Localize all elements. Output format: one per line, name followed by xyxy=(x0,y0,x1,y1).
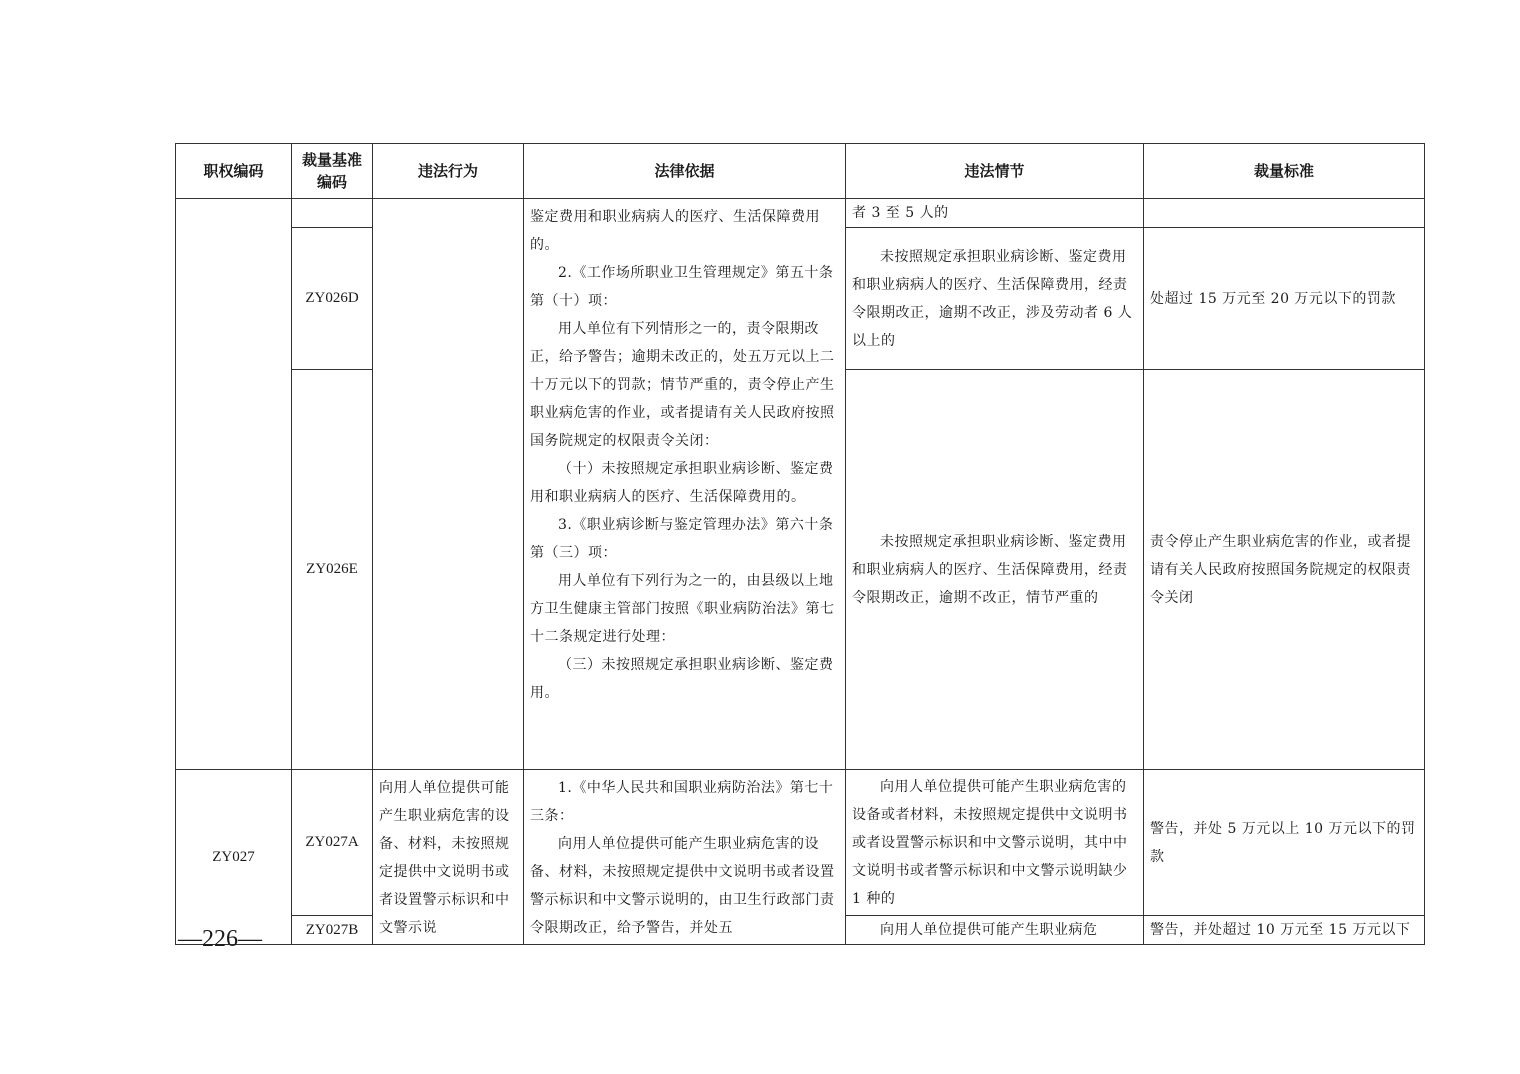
cont-code-cell xyxy=(292,199,373,228)
zy026e-code: ZY026E xyxy=(292,370,373,770)
legal-basis-line: 向用人单位提供可能产生职业病危害的设备、材料，未按照规定提供中文说明书或者设置警示标识和中文警示说明的，由卫生行政部门责令限期改正，给予警告，并处五 xyxy=(530,836,835,936)
table-header-row xyxy=(176,144,1425,199)
zy027b-circumstance xyxy=(846,916,1144,945)
legal-basis-line: 用人单位有下列行为之一的，由县级以上地方卫生健康主管部门按照《职业病防治法》第七十二条规定进行处理： xyxy=(530,573,835,645)
header-discretion-code-line2: 编码 xyxy=(316,173,347,191)
zy026-violation-cell xyxy=(373,199,524,770)
header-legal-basis: 法律依据 xyxy=(524,144,846,199)
page-number: —226— xyxy=(178,926,262,952)
header-violation: 违法行为 xyxy=(373,144,524,199)
cont-standard xyxy=(1144,199,1425,228)
header-circumstances: 违法情节 xyxy=(846,144,1144,199)
zy027-authority-code: ZY027 xyxy=(176,770,292,945)
header-discretion-code xyxy=(292,144,373,199)
zy026-legal-basis xyxy=(524,199,846,770)
table-row xyxy=(176,770,1425,916)
zy026e-circumstance-text: 未按照规定承担职业病诊断、鉴定费用和职业病病人的医疗、生活保障费用，经责令限期改正，逾期不改正，情节严重的 xyxy=(852,533,1128,606)
discretion-table xyxy=(175,143,1425,945)
zy026d-circumstance xyxy=(846,228,1144,370)
header-discretion-code-line1: 裁量基准 xyxy=(301,151,362,169)
zy027b-circumstance-text: 向用人单位提供可能产生职业病危 xyxy=(880,922,1098,938)
cont-circumstance: 者 3 至 5 人的 xyxy=(846,199,1144,228)
header-authority-code: 职权编码 xyxy=(176,144,292,199)
zy026d-code: ZY026D xyxy=(292,228,373,370)
legal-basis-line: 2.《工作场所职业卫生管理规定》第五十条第（十）项： xyxy=(530,265,834,309)
zy027b-code: ZY027B xyxy=(292,916,373,945)
zy026d-circumstance-text: 未按照规定承担职业病诊断、鉴定费用和职业病病人的医疗、生活保障费用，经责令限期改正，逾期不改正，涉及劳动者 6 人以上的 xyxy=(852,248,1133,349)
zy027a-code: ZY027A xyxy=(292,770,373,916)
zy026-authority-cell xyxy=(176,199,292,770)
zy026e-circumstance xyxy=(846,370,1144,770)
zy026e-standard: 责令停止产生职业病危害的作业，或者提请有关人民政府按照国务院规定的权限责令关闭 xyxy=(1144,370,1425,770)
zy027a-circumstance xyxy=(846,770,1144,916)
zy027a-circumstance-text: 向用人单位提供可能产生职业病危害的设备或者材料，未按照规定提供中文说明书或者设置警示标识和中文警示说明，其中中文说明书或者警示标识和中文警示说明缺少 1 种的 xyxy=(852,778,1128,907)
zy026d-standard: 处超过 15 万元至 20 万元以下的罚款 xyxy=(1144,228,1425,370)
legal-basis-line: 鉴定费用和职业病病人的医疗、生活保障费用的。 xyxy=(530,209,820,253)
table-row xyxy=(176,199,1425,228)
legal-basis-line: 1.《中华人民共和国职业病防治法》第七十三条： xyxy=(530,780,834,824)
legal-basis-line: 3.《职业病诊断与鉴定管理办法》第六十条第（三）项： xyxy=(530,517,834,561)
header-standard: 裁量标准 xyxy=(1144,144,1425,199)
legal-basis-line: （十）未按照规定承担职业病诊断、鉴定费用和职业病病人的医疗、生活保障费用的。 xyxy=(530,461,834,505)
zy027a-standard: 警告，并处 5 万元以上 10 万元以下的罚款 xyxy=(1144,770,1425,916)
zy027b-standard: 警告，并处超过 10 万元至 15 万元以下 xyxy=(1144,916,1425,945)
zy027-legal-basis xyxy=(524,770,846,945)
legal-basis-line: （三）未按照规定承担职业病诊断、鉴定费用。 xyxy=(530,657,834,701)
zy027-violation: 向用人单位提供可能产生职业病危害的设备、材料，未按照规定提供中文说明书或者设置警示标识和中文警示说 xyxy=(373,770,524,945)
legal-basis-line: 用人单位有下列情形之一的，责令限期改正，给予警告；逾期未改正的，处五万元以上二十万元以下的罚款；情节严重的，责令停止产生职业病危害的作业，或者提请有关人民政府按照国务院规定的权限责令关闭： xyxy=(530,321,835,449)
